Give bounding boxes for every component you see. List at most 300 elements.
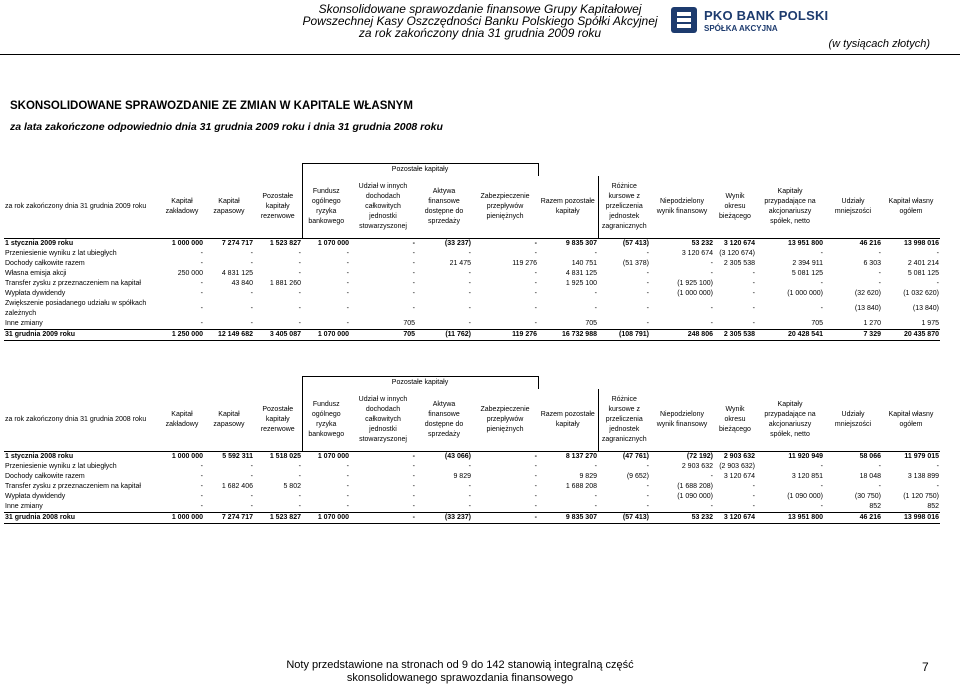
table-row xyxy=(4,472,940,482)
table-cell: - xyxy=(534,305,537,312)
table-cell: 1 523 827 xyxy=(254,513,302,524)
table-row xyxy=(4,299,940,319)
group-header-spacer xyxy=(4,164,302,177)
table-cell: 250 000 xyxy=(177,270,203,277)
table-cell: (13 840) xyxy=(912,305,939,312)
table-cell: - xyxy=(468,305,471,312)
statement-title: SKONSOLIDOWANE SPRAWOZDANIE ZE ZMIAN W KAPITALE WŁASNYM xyxy=(10,100,413,112)
table-cell: 20 428 541 xyxy=(756,330,824,341)
table-cell: - xyxy=(752,483,755,490)
table-cell: 705 xyxy=(350,330,416,341)
table-cell: - xyxy=(646,503,649,510)
table-cell: - xyxy=(298,503,301,510)
table-cell: - xyxy=(412,483,415,490)
column-header: Fundusz ogólnego ryzyka bankowego xyxy=(302,389,350,452)
table-cell: - xyxy=(298,305,301,312)
table-cell: 3 120 674 xyxy=(681,250,713,257)
table-cell: (108 791) xyxy=(598,330,650,341)
table-cell: 53 232 xyxy=(650,513,714,524)
table-cell: - xyxy=(646,483,649,490)
table-cell: - xyxy=(472,513,538,524)
units-note: (w tysiącach złotych) xyxy=(828,38,930,50)
table-cell: 248 806 xyxy=(650,330,714,341)
table-cell: - xyxy=(710,503,713,510)
table-cell: - xyxy=(298,493,301,500)
row-label: Dochody całkowite razem xyxy=(5,260,85,267)
table-cell: - xyxy=(350,452,416,463)
table-cell: - xyxy=(346,320,349,327)
table-cell: (72 192) xyxy=(650,452,714,463)
table-cell: - xyxy=(594,503,597,510)
table-cell: - xyxy=(346,305,349,312)
table-cell: - xyxy=(346,260,349,267)
table-cell: 1 688 208 xyxy=(565,483,597,490)
table-row xyxy=(4,330,940,341)
table-row xyxy=(4,239,940,250)
row-label: 31 grudnia 2008 roku xyxy=(4,513,160,524)
table-cell: 13 998 016 xyxy=(882,239,940,250)
table-cell: - xyxy=(594,493,597,500)
table-cell: (11 762) xyxy=(416,330,472,341)
table-cell: 1 925 100 xyxy=(565,280,597,287)
table-cell: 3 138 899 xyxy=(907,473,939,480)
table-cell: - xyxy=(298,290,301,297)
table-cell: - xyxy=(200,320,203,327)
table-cell: (2 903 632) xyxy=(719,463,755,470)
table-cell: - xyxy=(250,250,253,257)
bank-logo-subtitle: SPÓŁKA AKCYJNA xyxy=(704,24,778,33)
column-header: Wynik okresu bieżącego xyxy=(719,193,751,220)
table-row xyxy=(4,289,940,299)
table-cell: - xyxy=(250,463,253,470)
table-cell: - xyxy=(412,463,415,470)
table-cell: (1 120 750) xyxy=(903,493,939,500)
column-header: Kapitał zakładowy xyxy=(165,198,199,215)
column-header: Kapitał własny ogółem xyxy=(888,411,934,428)
table-cell: 18 048 xyxy=(859,473,881,480)
table-cell: 21 475 xyxy=(449,260,471,267)
table-cell: (1 090 000) xyxy=(677,493,713,500)
column-header: Fundusz ogólnego ryzyka bankowego xyxy=(302,176,350,239)
column-header: Zabezpieczenie przepływów pieniężnych xyxy=(480,406,530,433)
column-header: Udziały mniejszości xyxy=(834,411,872,428)
row-label: 1 stycznia 2008 roku xyxy=(4,452,160,463)
table-cell: 2 305 538 xyxy=(723,260,755,267)
table-cell: - xyxy=(412,473,415,480)
column-header: Różnice kursowe z przeliczenia jednostek zagranicznych xyxy=(601,183,647,230)
table-cell: (1 090 000) xyxy=(787,493,823,500)
column-header: Kapitał własny ogółem xyxy=(888,198,934,215)
table-cell: - xyxy=(468,280,471,287)
table-cell: - xyxy=(412,250,415,257)
table-cell: - xyxy=(250,305,253,312)
table-cell: - xyxy=(200,493,203,500)
table-cell: 4 831 125 xyxy=(221,270,253,277)
table-cell: (51 378) xyxy=(622,260,649,267)
table-row xyxy=(4,513,940,524)
table-cell: 7 329 xyxy=(824,330,882,341)
table-cell: (13 840) xyxy=(854,305,881,312)
column-header: Aktywa finansowe dostępne do sprzedaży xyxy=(424,188,464,225)
table-cell: 852 xyxy=(927,503,939,510)
table-cell: 13 998 016 xyxy=(882,513,940,524)
table-row xyxy=(4,462,940,472)
table-cell: 11 920 949 xyxy=(756,452,824,463)
row-label: Inne zmiany xyxy=(5,503,43,510)
table-cell: 20 435 870 xyxy=(882,330,940,341)
column-header: Razem pozostałe kapitały xyxy=(538,176,598,239)
table-cell: - xyxy=(752,280,755,287)
table-cell: 2 903 632 xyxy=(681,463,713,470)
table-cell: 1 975 xyxy=(921,320,939,327)
header-line-2: Powszechnej Kasy Oszczędności Banku Polskiego Spółki Akcyjnej xyxy=(302,14,658,28)
table-cell: 1 070 000 xyxy=(302,513,350,524)
table-cell: - xyxy=(534,503,537,510)
table-cell: - xyxy=(298,260,301,267)
table-cell: 1 000 000 xyxy=(160,239,204,250)
table-cell: (33 237) xyxy=(416,513,472,524)
table-cell: 12 149 682 xyxy=(204,330,254,341)
table-cell: 852 xyxy=(869,503,881,510)
table-cell: - xyxy=(350,513,416,524)
table-cell: (3 120 674) xyxy=(719,250,755,257)
table-cell: 1 070 000 xyxy=(302,330,350,341)
row-label: Inne zmiany xyxy=(5,320,43,327)
group-header-other-capitals: Pozostałe kapitały xyxy=(302,377,538,390)
equity-table-2009 xyxy=(4,163,940,341)
table-cell: 3 120 674 xyxy=(714,239,756,250)
table-cell: (33 237) xyxy=(416,239,472,250)
table-cell: - xyxy=(346,473,349,480)
group-header-spacer xyxy=(4,377,302,390)
table-cell: - xyxy=(594,290,597,297)
table-cell: - xyxy=(250,503,253,510)
table-cell: - xyxy=(646,305,649,312)
group-header-other-capitals: Pozostałe kapitały xyxy=(302,164,538,177)
table-cell: - xyxy=(200,503,203,510)
table-cell: - xyxy=(646,290,649,297)
table-row xyxy=(4,502,940,513)
table-cell: 1 070 000 xyxy=(302,452,350,463)
table-cell: - xyxy=(412,290,415,297)
table-row xyxy=(4,492,940,502)
header-line-1: Skonsolidowane sprawozdanie finansowe Grupy Kapitałowej xyxy=(318,2,642,16)
table-cell: - xyxy=(820,280,823,287)
table-cell: - xyxy=(412,503,415,510)
table-cell: (47 761) xyxy=(598,452,650,463)
table-cell: - xyxy=(200,260,203,267)
group-header-spacer xyxy=(538,164,940,177)
table-cell: - xyxy=(820,305,823,312)
table-cell: - xyxy=(646,280,649,287)
table-cell: - xyxy=(200,463,203,470)
table-cell: - xyxy=(298,463,301,470)
row-label: Wypłata dywidendy xyxy=(5,290,66,297)
column-header: Aktywa finansowe dostępne do sprzedaży xyxy=(424,401,464,438)
table-cell: - xyxy=(200,250,203,257)
table-cell: - xyxy=(534,280,537,287)
table-cell: 43 840 xyxy=(231,280,253,287)
table-cell: - xyxy=(878,280,881,287)
statement-subtitle: za lata zakończone odpowiednio dnia 31 grudnia 2009 roku i dnia 31 grudnia 2008 roku xyxy=(10,121,443,133)
column-header: Kapitał zapasowy xyxy=(213,198,245,215)
table-cell: - xyxy=(646,320,649,327)
bank-logo-name: PKO BANK POLSKI xyxy=(704,8,829,23)
table-cell: - xyxy=(820,250,823,257)
table-cell: 1 881 260 xyxy=(269,280,301,287)
header-divider xyxy=(0,54,960,55)
table-cell: - xyxy=(250,260,253,267)
table-cell: - xyxy=(710,305,713,312)
table-cell: - xyxy=(250,320,253,327)
table-cell: 7 274 717 xyxy=(204,239,254,250)
column-header: Udziały mniejszości xyxy=(834,198,872,215)
table-cell: - xyxy=(468,463,471,470)
column-header: Razem pozostałe kapitały xyxy=(538,389,598,452)
table-row xyxy=(4,259,940,269)
table-cell: - xyxy=(710,260,713,267)
equity-table-2008 xyxy=(4,376,940,524)
row-label: Przeniesienie wyniku z lat ubiegłych xyxy=(5,463,117,470)
table-cell: - xyxy=(346,290,349,297)
period-header: za rok zakończony dnia 31 grudnia 2009 roku xyxy=(5,203,147,210)
column-header: Kapitały przypadające na akcjonariuszy spółek, netto xyxy=(764,188,816,225)
table-cell: (43 066) xyxy=(416,452,472,463)
table-cell: 705 xyxy=(811,320,823,327)
table-cell: - xyxy=(646,493,649,500)
column-header: Udział w innych dochodach całkowitych jednostki stowarzyszonej xyxy=(358,183,408,230)
table-cell: - xyxy=(412,280,415,287)
table-cell: (1 688 208) xyxy=(677,483,713,490)
table-cell: - xyxy=(534,473,537,480)
table-cell: - xyxy=(346,483,349,490)
table-cell: - xyxy=(646,250,649,257)
table-cell: - xyxy=(346,280,349,287)
table-cell: - xyxy=(752,290,755,297)
table-cell: - xyxy=(752,305,755,312)
column-header: Udział w innych dochodach całkowitych jednostki stowarzyszonej xyxy=(358,396,408,443)
table-cell: - xyxy=(534,270,537,277)
table-cell: (1 000 000) xyxy=(677,290,713,297)
row-label: Własna emisja akcji xyxy=(5,270,67,277)
column-header: Niepodzielony wynik finansowy xyxy=(656,411,708,428)
table-cell: - xyxy=(878,250,881,257)
table-cell: - xyxy=(468,483,471,490)
table-cell: - xyxy=(878,483,881,490)
table-cell: - xyxy=(710,473,713,480)
row-label: Transfer zysku z przeznaczeniem na kapitał xyxy=(5,483,141,490)
group-header-row xyxy=(4,164,940,177)
table-cell: 140 751 xyxy=(571,260,597,267)
table-cell: (1 925 100) xyxy=(677,280,713,287)
table-cell: - xyxy=(936,280,939,287)
table-cell: 119 276 xyxy=(472,330,538,341)
table-cell: 119 276 xyxy=(512,260,537,267)
table-cell: 4 831 125 xyxy=(565,270,597,277)
row-label: Przeniesienie wyniku z lat ubiegłych xyxy=(5,250,117,257)
column-header: Różnice kursowe z przeliczenia jednostek zagranicznych xyxy=(601,396,647,443)
table-cell: - xyxy=(468,290,471,297)
group-header-spacer xyxy=(538,377,940,390)
table-cell: - xyxy=(346,270,349,277)
table-cell: - xyxy=(412,260,415,267)
table-cell: 9 835 307 xyxy=(538,513,598,524)
table-cell: - xyxy=(710,320,713,327)
table-cell: - xyxy=(412,493,415,500)
table-cell: - xyxy=(534,290,537,297)
table-cell: - xyxy=(534,493,537,500)
table-cell: - xyxy=(412,270,415,277)
row-label: Zwiększenie posiadanego udziału w spółkach zależnych xyxy=(5,300,147,317)
table-row xyxy=(4,249,940,259)
table-cell: - xyxy=(646,270,649,277)
table-cell: 1 270 xyxy=(863,320,881,327)
table-cell: 1 523 827 xyxy=(254,239,302,250)
group-header-row xyxy=(4,377,940,390)
table-row xyxy=(4,279,940,289)
table-cell: 1 518 025 xyxy=(254,452,302,463)
table-cell: (9 652) xyxy=(626,473,649,480)
table-cell: - xyxy=(820,463,823,470)
table-cell: 1 000 000 xyxy=(160,513,204,524)
table-cell: 3 120 674 xyxy=(714,513,756,524)
row-label: Dochody całkowite razem xyxy=(5,473,85,480)
table-cell: 3 405 087 xyxy=(254,330,302,341)
table-cell: - xyxy=(936,483,939,490)
table-row xyxy=(4,269,940,279)
footer-note: Noty przedstawione na stronach od 9 do 142 stanowią integralną część skonsolidowanego sprawozdania finansowego xyxy=(286,659,634,684)
table-cell: (32 620) xyxy=(854,290,881,297)
table-cell: (57 413) xyxy=(598,513,650,524)
table-cell: (57 413) xyxy=(598,239,650,250)
table-cell: - xyxy=(936,463,939,470)
table-cell: 46 216 xyxy=(824,513,882,524)
table-cell: (1 032 620) xyxy=(903,290,939,297)
table-cell: - xyxy=(472,239,538,250)
table-cell: 5 802 xyxy=(283,483,301,490)
table-cell: (30 750) xyxy=(854,493,881,500)
column-header: Kapitały przypadające na akcjonariuszy spółek, netto xyxy=(764,401,816,438)
table-cell: - xyxy=(298,473,301,480)
table-cell: 13 951 800 xyxy=(756,513,824,524)
table-cell: - xyxy=(346,493,349,500)
table-cell: - xyxy=(346,250,349,257)
table-cell: - xyxy=(534,250,537,257)
table-cell: 5 592 311 xyxy=(204,452,254,463)
table-cell: 3 120 851 xyxy=(791,473,823,480)
table-cell: 2 401 214 xyxy=(907,260,939,267)
table-cell: - xyxy=(936,250,939,257)
table-cell: 53 232 xyxy=(650,239,714,250)
row-label: Transfer zysku z przeznaczeniem na kapitał xyxy=(5,280,141,287)
table-cell: - xyxy=(200,483,203,490)
table-cell: - xyxy=(468,503,471,510)
table-cell: 7 274 717 xyxy=(204,513,254,524)
table-cell: - xyxy=(878,270,881,277)
table-cell: - xyxy=(472,452,538,463)
table-cell: - xyxy=(298,250,301,257)
table-cell: - xyxy=(346,503,349,510)
table-cell: 2 394 911 xyxy=(792,260,823,267)
table-cell: - xyxy=(468,493,471,500)
table-cell: - xyxy=(594,250,597,257)
table-cell: - xyxy=(534,320,537,327)
page-number: 7 xyxy=(922,660,929,674)
table-cell: - xyxy=(200,290,203,297)
column-header: Zabezpieczenie przepływów pieniężnych xyxy=(480,193,530,220)
table-row xyxy=(4,482,940,492)
column-header-row xyxy=(4,176,940,239)
bank-logo xyxy=(664,2,829,38)
table-cell: - xyxy=(298,270,301,277)
table-cell: - xyxy=(752,270,755,277)
table-cell: - xyxy=(878,463,881,470)
column-header: Kapitał zapasowy xyxy=(213,411,245,428)
table-cell: - xyxy=(594,463,597,470)
table-cell: - xyxy=(820,503,823,510)
table-cell: 2 903 632 xyxy=(714,452,756,463)
table-cell: - xyxy=(534,483,537,490)
column-header: Pozostałe kapitały rezerwowe xyxy=(260,406,295,433)
table-cell: - xyxy=(200,473,203,480)
table-cell: 705 xyxy=(403,320,415,327)
table-cell: 46 216 xyxy=(824,239,882,250)
table-cell: 9 829 xyxy=(579,473,597,480)
row-label: 1 stycznia 2009 roku xyxy=(4,239,160,250)
column-header-row xyxy=(4,389,940,452)
table-cell: 58 066 xyxy=(824,452,882,463)
table-cell: 9 835 307 xyxy=(538,239,598,250)
header-line-3: za rok zakończony dnia 31 grudnia 2009 roku xyxy=(358,26,602,40)
column-header: Pozostałe kapitały rezerwowe xyxy=(260,193,295,220)
table-row xyxy=(4,319,940,330)
table-cell: - xyxy=(534,463,537,470)
table-cell: - xyxy=(468,320,471,327)
table-cell: 6 303 xyxy=(863,260,881,267)
table-cell: 5 081 125 xyxy=(791,270,823,277)
table-cell: 16 732 988 xyxy=(538,330,598,341)
table-cell: 3 120 674 xyxy=(723,473,755,480)
table-cell: 5 081 125 xyxy=(907,270,939,277)
table-cell: - xyxy=(752,320,755,327)
table-cell: 11 979 015 xyxy=(882,452,940,463)
bank-logo-icon xyxy=(670,6,698,34)
table-cell: - xyxy=(646,463,649,470)
table-cell: 1 250 000 xyxy=(160,330,204,341)
table-cell: 1 070 000 xyxy=(302,239,350,250)
table-cell: - xyxy=(594,305,597,312)
table-cell: - xyxy=(752,493,755,500)
table-cell: - xyxy=(412,305,415,312)
table-cell: - xyxy=(298,320,301,327)
column-header: Niepodzielony wynik finansowy xyxy=(656,198,708,215)
column-header: Kapitał zakładowy xyxy=(165,411,199,428)
table-cell: - xyxy=(350,239,416,250)
table-cell: - xyxy=(468,250,471,257)
table-row xyxy=(4,452,940,463)
table-cell: 1 000 000 xyxy=(160,452,204,463)
column-header: Wynik okresu bieżącego xyxy=(719,406,751,433)
table-cell: - xyxy=(200,280,203,287)
row-label: Wypłata dywidendy xyxy=(5,493,66,500)
period-header: za rok zakończony dnia 31 grudnia 2008 roku xyxy=(5,416,147,423)
table-cell: 705 xyxy=(585,320,597,327)
table-cell: - xyxy=(200,305,203,312)
table-cell: 8 137 270 xyxy=(538,452,598,463)
table-cell: - xyxy=(346,463,349,470)
table-cell: 1 682 406 xyxy=(221,483,253,490)
row-label: 31 grudnia 2009 roku xyxy=(4,330,160,341)
